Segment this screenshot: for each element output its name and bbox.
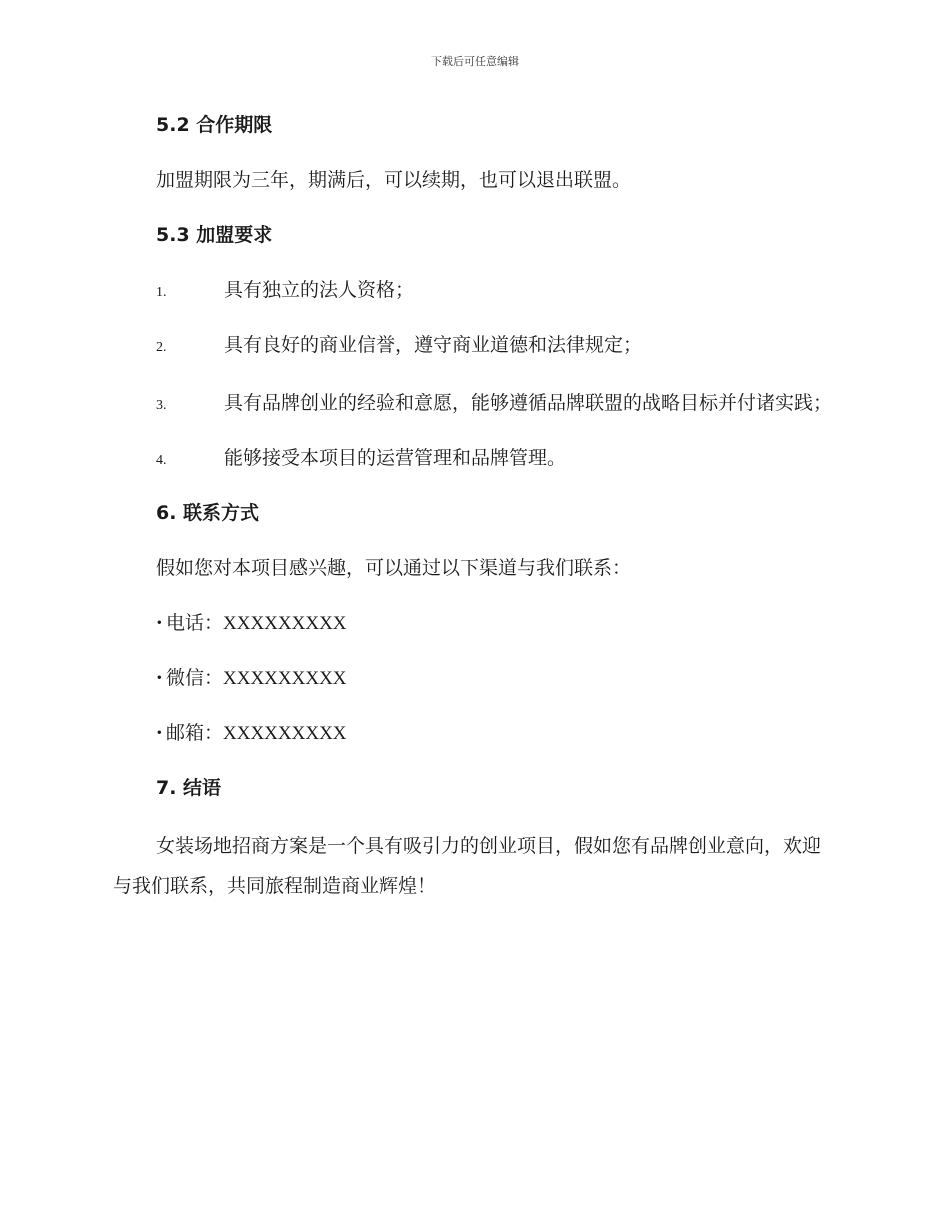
bullet-icon: · [156, 722, 163, 744]
section-title-5-3: 5.3 加盟要求 [156, 224, 273, 246]
section-intro-6: 假如您对本项目感兴趣，可以通过以下渠道与我们联系： [156, 557, 632, 579]
list-item [113, 328, 833, 362]
bullet-icon: · [156, 667, 163, 689]
contact-value: XXXXXXXXX [223, 613, 347, 634]
section-body-5-2: 加盟期限为三年，期满后，可以续期，也可以退出联盟。 [156, 169, 632, 191]
contact-email [113, 716, 833, 750]
contact-value: XXXXXXXXX [223, 723, 347, 744]
list-number: 1. [156, 285, 167, 300]
section-title-7: 7. 结语 [156, 777, 222, 799]
contact-label: 微信： [166, 667, 224, 689]
list-text: 具有品牌创业的经验和意愿，能够遵循品牌联盟的战略目标并付诸实践； [224, 392, 833, 414]
list-number: 3. [156, 398, 167, 413]
list-number: 4. [156, 453, 167, 468]
list-text: 能够接受本项目的运营管理和品牌管理。 [224, 447, 567, 469]
document-body [113, 108, 833, 921]
contact-label: 电话： [166, 612, 224, 634]
list-text: 具有独立的法人资格； [224, 279, 415, 301]
contact-wechat [113, 661, 833, 695]
contact-label: 邮箱： [166, 722, 224, 744]
list-text: 具有良好的商业信誉，遵守商业道德和法律规定； [224, 334, 643, 356]
list-item [113, 383, 833, 426]
contact-value: XXXXXXXXX [223, 668, 347, 689]
bullet-icon: · [156, 612, 163, 634]
page-header: 下载后可任意编辑 [431, 55, 519, 68]
list-item [113, 441, 833, 475]
list-item [113, 273, 833, 307]
section-title-5-2: 5.2 合作期限 [156, 114, 273, 136]
list-number: 2. [156, 340, 167, 355]
section-body-7: 女装场地招商方案是一个具有吸引力的创业项目，假如您有品牌创业意向，欢迎与我们联系，共同旅程制造商业辉煌！ [113, 835, 822, 897]
contact-phone [113, 606, 833, 640]
section-title-6: 6. 联系方式 [156, 502, 260, 524]
